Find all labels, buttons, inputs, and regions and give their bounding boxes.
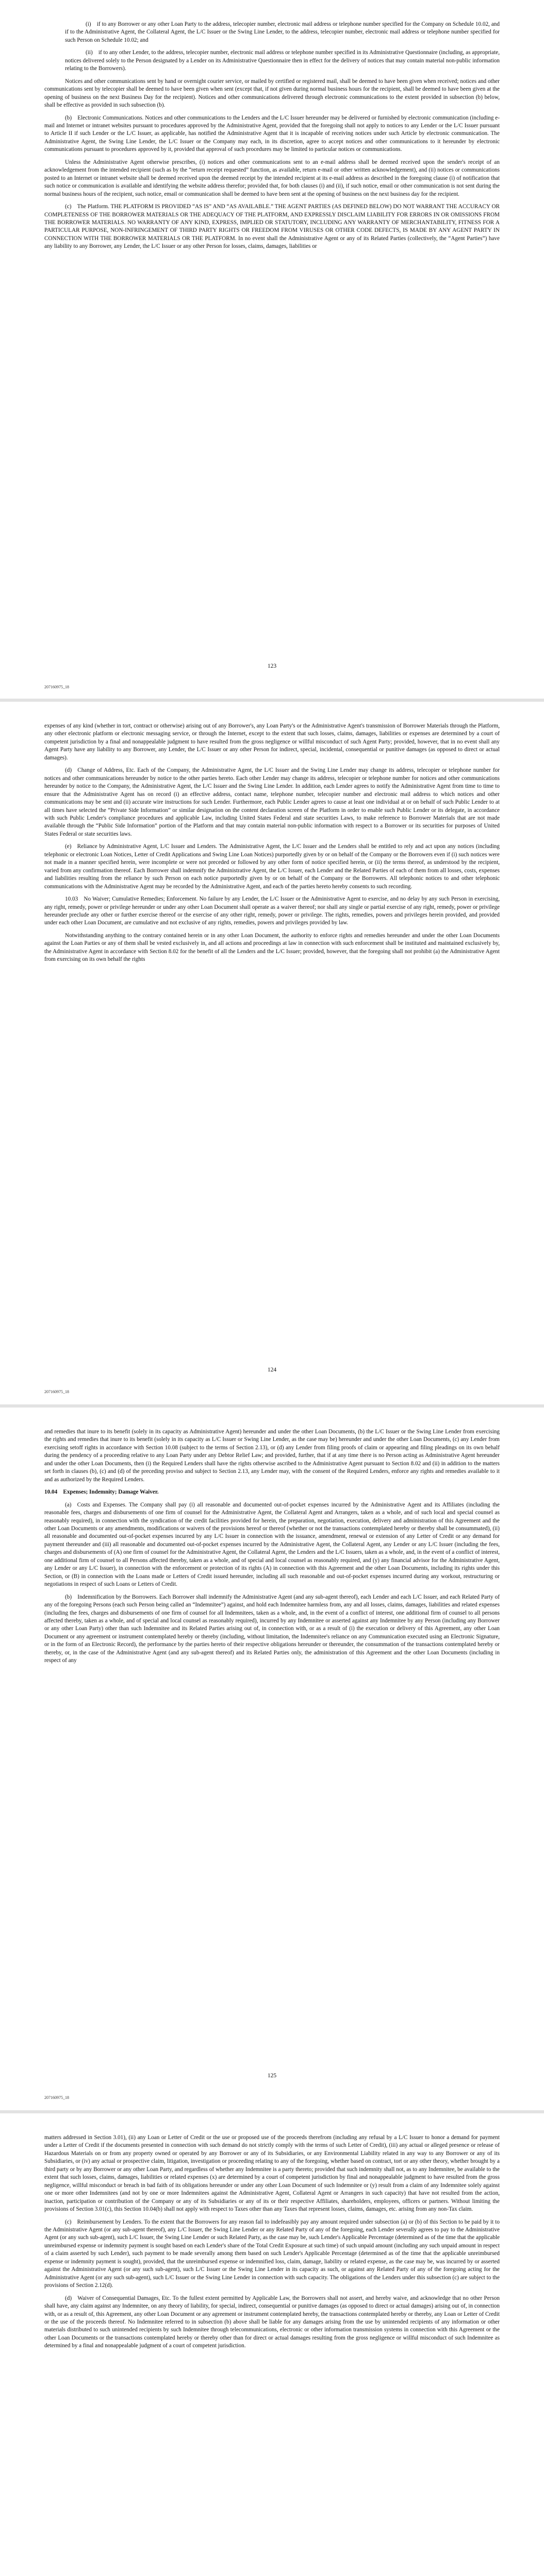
- document-id: 207160975_18: [44, 685, 69, 689]
- document-page: [0, 1408, 544, 2110]
- paragraph: (a) Costs and Expenses. The Company shall pay (i) all reasonable and documented out-of-pocket expenses incurred by the Administrative Agent and its Affiliates (including the reasonable fees, charges and disbursements of one firm of counsel for the Administrative Agent, the Collateral Agent and Arrangers, taken as a whole, and of such local and special counsel as reasonably required), in connection with the syndication of the credit facilities provided for herein, the preparation, negotiation, execution, delivery and administration of this Agreement and the other Loan Documents or any amendments, modifications or waivers of the provisions hereof or thereof (whether or not the transactions contemplated hereby or thereby shall be consummated), (ii) all reasonable and documented out-of-pocket expenses incurred by any L/C Issuer in connection with the issuance, amendment, renewal or extension of any Letter of Credit or any demand for payment thereunder and (iii) all reasonable and documented out-of-pocket expenses incurred by the Administrative Agent, the Collateral Agent, any Lender or any L/C Issuer (including the fees, charges and disbursements of (A) one firm of counsel for the Administrative Agent, the Collateral Agent, the Lenders and the L/C Issuers, taken as a whole, and, in the event of a conflict of interest, one additional firm of counsel to all Persons affected thereby, taken as a whole, and of special and local counsel as reasonably required, and (y) any financial advisor for the Administrative Agent, any Lender or any L/C Issuer), in connection with the enforcement or protection of its rights (A) in connection with this Agreement and the other Loan Documents, including its rights under this Section, or (B) in connection with the Loans made or Letters of Credit issued hereunder, including all such reasonable and out-of-pocket expenses incurred during any workout, restructuring or negotiations in respect of such Loans or Letters of Credit.: [44, 1501, 500, 1588]
- paragraph: (ii) if to any other Lender, to the address, telecopier number, electronic mail address or telephone number specified in its Administrative Questionnaire (including, as appropriate, notices delivered solely to the Person designated by a Lender on its Administrative Questionnaire then in effect for the delivery of notices that may contain material non-public information relating to the Borrowers).: [65, 49, 500, 72]
- page-number: 124: [267, 1367, 277, 1373]
- paragraph: Notwithstanding anything to the contrary contained herein or in any other Loan Document, the authority to enforce rights and remedies hereunder and under the other Loan Documents against the Loan Parties or any of them shall be vested exclusively in, and all actions and proceedings at law in connection with such enforcement shall be instituted and maintained exclusively by, the Administrative Agent in accordance with Section 8.02 for the benefit of all the Lenders and the L/C Issuer; provided, however, that the foregoing shall not prohibit (a) the Administrative Agent from exercising on its own behalf the rights: [44, 932, 500, 963]
- section-heading: 10.04 Expenses; Indemnity; Damage Waiver.: [44, 1489, 159, 1496]
- paragraph: (b) Indemnification by the Borrowers. Each Borrower shall indemnify the Administrative Agent (and any sub-agent thereof), each Lender and each L/C Issuer, and each Related Party of any of the foregoing Persons (each such Person being called an “Indemnitee”) against, and hold each Indemnitee harmless from, any and all losses, claims, damages, liabilities and related expenses (including the fees, charges and disbursements of one firm of counsel for all Indemnitees, taken as a whole, and, in the event of a conflict of interest, one additional firm of counsel to all persons affected thereby, taken as a whole, and of special and local counsel as reasonably required), incurred by any Indemnitee or asserted against any Indemnitee by any Person (including any Borrower or any other Loan Party) other than such Indemnitee and its Related Parties arising out of, in connection with, or as a result of (i) the execution or delivery of this Agreement, any other Loan Document or any agreement or instrument contemplated hereby or thereby (including, without limitation, the Indemnitee's reliance on any Communication executed using an Electronic Signature, or in the form of an Electronic Record), the performance by the parties hereto of their respective obligations hereunder or thereunder, the consummation of the transactions contemplated hereby or thereby, or, in the case of the Administrative Agent (and any sub-agent thereof) and its Related Parties only, the administration of this Agreement and the other Loan Documents (including in respect of any: [44, 1594, 500, 1664]
- paragraph: (c) Reimbursement by Lenders. To the extent that the Borrowers for any reason fail to indefeasibly pay any amount required under subsection (a) or (b) of this Section to be paid by it to the Administrative Agent (or any sub-agent thereof), any L/C Issuer, the Swing Line Lender or any Related Party of any of the foregoing, each Lender severally agrees to pay to the Administrative Agent (or any such sub-agent), such L/C Issuer, the Swing Line Lender or such Related Party, as the case may be, such Lender's Applicable Percentage (determined as of the time that the applicable unreimbursed expense or indemnity payment is sought based on each Lender's share of the Total Credit Exposure at such time) of such unpaid amount (including any such unpaid amount in respect of a claim asserted by such Lender), such payment to be made severally among them based on such Lender's Applicable Percentage (determined as of the time that the applicable unreimbursed expense or indemnity payment is sought), provided, that the unreimbursed expense or indemnified loss, claim, damage, liability or related expense, as the case may be, was incurred by or asserted against the Administrative Agent (or any such sub-agent), such L/C Issuer or the Swing Line Lender in its capacity as such, or against any Related Party of any of the foregoing acting for the Administrative Agent (or any such sub-agent), such L/C Issuer or the Swing Line Lender in connection with such capacity. The obligations of the Lenders under this subsection (c) are subject to the provisions of Section 2.12(d).: [44, 2218, 500, 2289]
- paragraph: (e) Reliance by Administrative Agent, L/C Issuer and Lenders. The Administrative Agent, the L/C Issuer and the Lenders shall be entitled to rely and act upon any notices (including telephonic or electronic Loan Notices, Letter of Credit Applications and Swing Line Loan Notices) purportedly given by or on behalf of the Company or the Borrowers even if (i) such notices were not made in a manner specified herein, were incomplete or were not preceded or followed by any other form of notice specified herein, or (ii) the terms thereof, as understood by the recipient, varied from any confirmation thereof. Each Borrower shall indemnify the Administrative Agent, the L/C Issuer, each Lender and the Related Parties of each of them from all losses, costs, expenses and liabilities resulting from the reliance by such Person on each notice purportedly given by or on behalf of the Company or the Borrowers. All telephonic notices to and other telephonic communications with the Administrative Agent may be recorded by the Administrative Agent, and each of the parties hereto hereby consents to such recording.: [44, 843, 500, 890]
- document-page: [0, 2113, 544, 2576]
- paragraph: Notices and other communications sent by hand or overnight courier service, or mailed by certified or registered mail, shall be deemed to have been given when received; notices and other communications sent by telecopier shall be deemed to have been given when sent (except that, if not given during normal business hours for the recipient, shall be deemed to have been given at the opening of business on the next Business Day for the recipient). Notices and other communications delivered through electronic communications to the extent provided in subsection (b) below, shall be effective as provided in such subsection (b).: [44, 78, 500, 109]
- paragraph: (d) Change of Address, Etc. Each of the Company, the Administrative Agent, the L/C Issuer and the Swing Line Lender may change its address, telecopier or telephone number for notices and other communications hereunder by notice to the other parties hereto. Each other Lender may change its address, telecopier or telephone number for notices and other communications hereunder by notice to the Company, the Administrative Agent, the L/C Issuer and the Swing Line Lender. In addition, each Lender agrees to notify the Administrative Agent from time to time to ensure that the Administrative Agent has on record (i) an effective address, contact name, telephone number, telecopier number and electronic mail address to which notices and other communications may be sent and (ii) accurate wire instructions for such Lender. Furthermore, each Public Lender agrees to cause at least one individual at or on behalf of such Public Lender to at all times have selected the “Private Side Information” or similar designation on the content declaration screen of the Platform in order to enable such Public Lender or its delegate, in accordance with such Public Lender's compliance procedures and applicable Law, including United States Federal and state securities Laws, to make reference to Borrower Materials that are not made available through the “Public Side Information” portion of the Platform and that may contain material non-public information with respect to a Borrower or its securities for purposes of United States Federal or state securities laws.: [44, 767, 500, 837]
- document-page: [0, 702, 544, 1404]
- paragraph: 10.03 No Waiver; Cumulative Remedies; Enforcement. No failure by any Lender, the L/C Issuer or the Administrative Agent to exercise, and no delay by any such Person in exercising, any right, remedy, power or privilege hereunder or under any other Loan Document shall operate as a waiver thereof; nor shall any single or partial exercise of any right, remedy, power or privilege hereunder preclude any other or further exercise thereof or the exercise of any other right, remedy, power or privilege. The rights, remedies, powers and privileges herein provided, and provided under each other Loan Document, are cumulative and not exclusive of any rights, remedies, powers and privileges provided by law.: [44, 896, 500, 926]
- paragraph: (b) Electronic Communications. Notices and other communications to the Lenders and the L/C Issuer hereunder may be delivered or furnished by electronic communication (including e-mail and Internet or intranet websites pursuant to procedures approved by the Administrative Agent, provided that the foregoing shall not apply to notices to any Lender or the L/C Issuer pursuant to Article II if such Lender or the L/C Issuer, as applicable, has notified the Administrative Agent that it is incapable of receiving notices under such Article by electronic communication. The Administrative Agent, the Swing Line Lender, the L/C Issuer or the Company may each, in its discretion, agree to accept notices and other communications to it hereunder by electronic communications pursuant to procedures approved by it, provided that approval of such procedures may be limited to particular notices or communications.: [44, 114, 500, 153]
- document-id: 207160975_18: [44, 1389, 69, 1394]
- paragraph: expenses of any kind (whether in tort, contract or otherwise) arising out of any Borrower's, any Loan Party's or the Administrative Agent's transmission of Borrower Materials through the Platform, any other electronic platform or electronic messaging service, or through the Internet, except to the extent that such losses, claims, damages, liabilities or expenses are determined by a court of competent jurisdiction by a final and nonappealable judgment to have resulted from the gross negligence or willful misconduct of such Agent Party; provided, however, that in no event shall any Agent Party have any liability to any Borrower, any Lender, the L/C Issuer or any other Person for indirect, special, incidental, consequential or punitive damages (as opposed to direct or actual damages).: [44, 723, 500, 761]
- paragraph: Unless the Administrative Agent otherwise prescribes, (i) notices and other communications sent to an e-mail address shall be deemed received upon the sender's receipt of an acknowledgement from the intended recipient (such as by the “return receipt requested” function, as available, return e-mail or other written acknowledgement), and (ii) notices or communications posted to an Internet or intranet website shall be deemed received upon the deemed receipt by the intended recipient at its e-mail address as described in the foregoing clause (i) of notification that such notice or communication is available and identifying the website address therefor; provided that, for both clauses (i) and (ii), if such notice, email or other communication is not sent during the normal business hours of the recipient, such notice, email or communication shall be deemed to have been sent at the opening of business on the next business day for the recipient.: [44, 159, 500, 197]
- page-number: 123: [267, 663, 277, 669]
- paragraph: matters addressed in Section 3.01), (ii) any Loan or Letter of Credit or the use or proposed use of the proceeds therefrom (including any refusal by a L/C Issuer to honor a demand for payment under a Letter of Credit if the documents presented in connection with such demand do not strictly comply with the terms of such Letter of Credit), (iii) any actual or alleged presence or release of Hazardous Materials on or from any property owned or operated by any Borrower or any of its Subsidiaries, or any Environmental Liability related in any way to any Borrower or any of its Subsidiaries, or (iv) any actual or prospective claim, litigation, investigation or proceeding relating to any of the foregoing, whether based on contract, tort or any other theory, whether brought by a third party or by any Borrower or any other Loan Party, and regardless of whether any Indemnitee is a party thereto; provided that such indemnity shall not, as to any Indemnitee, be available to the extent that such losses, claims, damages, liabilities or related expenses (x) are determined by a court of competent jurisdiction by final and nonappealable judgment to have resulted from the gross negligence, willful misconduct or breach in bad faith of its obligations hereunder or under any other Loan Document of such Indemnitee or (y) result from a claim of any Indemnitee solely against one or more other Indemnitees (and not by one or more Indemnitees against the Administrative Agent, Collateral Agent or Arrangers in such capacity) that have not resulted from the action, inaction, participation or contribution of the Company or any of its Subsidiaries or any of its or their respective Affiliates, shareholders, employees, officers or partners. Without limiting the provisions of Section 3.01(c), this Section 10.04(b) shall not apply with respect to Taxes other than any Taxes that represent losses, claims, damages, etc. arising from any non-Tax claim.: [44, 2134, 500, 2213]
- paragraph: (d) Waiver of Consequential Damages, Etc. To the fullest extent permitted by Applicable Law, the Borrowers shall not assert, and hereby waive, and acknowledge that no other Person shall have, any claim against any Indemnitee, on any theory of liability, for special, indirect, consequential or punitive damages (as opposed to direct or actual damages) arising out of, in connection with, or as a result of, this Agreement, any other Loan Document or any agreement or instrument contemplated hereby, the transactions contemplated hereby or thereby, any Loan or Letter of Credit or the use of the proceeds thereof. No Indemnitee referred to in subsection (b) above shall be liable for any damages arising from the use by unintended recipients of any information or other materials distributed to such unintended recipients by such Indemnitee through telecommunications, electronic or other information transmission systems in connection with this Agreement or the other Loan Documents or the transactions contemplated hereby or thereby other than for direct or actual damages resulting from the gross negligence or willful misconduct of such Indemnitee as determined by a final and nonappealable judgment of a court of competent jurisdiction.: [44, 2295, 500, 2349]
- paragraph: (i) if to any Borrower or any other Loan Party to the address, telecopier number, electronic mail address or telephone number specified for the Company on Schedule 10.02, and if to the Administrative Agent, the Collateral Agent, the L/C Issuer or the Swing Line Lender, to the address, telecopier number, electronic mail address or telephone number specified for such Person on Schedule 10.02; and: [65, 21, 500, 43]
- paragraph: and remedies that inure to its benefit (solely in its capacity as Administrative Agent) hereunder and under the other Loan Documents, (b) the L/C Issuer or the Swing Line Lender from exercising the rights and remedies that inure to its benefit (solely in its capacity as L/C Issuer or Swing Line Lender, as the case may be) hereunder and under the other Loan Documents, (c) any Lender from exercising setoff rights in accordance with Section 10.08 (subject to the terms of Section 2.13), or (d) any Lender from filing proofs of claim or appearing and filing pleadings on its own behalf during the pendency of a proceeding relative to any Loan Party under any Debtor Relief Law; and provided, further, that if at any time there is no Person acting as Administrative Agent hereunder and under the other Loan Documents, then (i) the Required Lenders shall have the rights otherwise ascribed to the Administrative Agent pursuant to Section 8.02 and (ii) in addition to the matters set forth in clauses (b), (c) and (d) of the preceding proviso and subject to Section 2.13, any Lender may, with the consent of the Required Lenders, enforce any rights and remedies available to it and as authorized by the Required Lenders.: [44, 1429, 500, 1483]
- page-number: 125: [267, 2073, 277, 2079]
- document-page: [0, 0, 544, 699]
- paragraph: (c) The Platform. THE PLATFORM IS PROVIDED “AS IS” AND “AS AVAILABLE.” THE AGENT PARTIES (AS DEFINED BELOW) DO NOT WARRANT THE ACCURACY OR COMPLETENESS OF THE BORROWER MATERIALS OR THE ADEQUACY OF THE PLATFORM, AND EXPRESSLY DISCLAIM LIABILITY FOR ERRORS IN OR OMISSIONS FROM THE BORROWER MATERIALS. NO WARRANTY OF ANY KIND, EXPRESS, IMPLIED OR STATUTORY, INCLUDING ANY WARRANTY OF MERCHANTABILITY, FITNESS FOR A PARTICULAR PURPOSE, NON-INFRINGEMENT OF THIRD PARTY RIGHTS OR FREEDOM FROM VIRUSES OR OTHER CODE DEFECTS, IS MADE BY ANY AGENT PARTY IN CONNECTION WITH THE BORROWER MATERIALS OR THE PLATFORM. In no event shall the Administrative Agent or any of its Related Parties (collectively, the “Agent Parties”) have any liability to any Borrower, any Lender, the L/C Issuer or any other Person for losses, claims, damages, liabilities or: [44, 204, 500, 250]
- document-id: 207160975_18: [44, 2095, 69, 2100]
